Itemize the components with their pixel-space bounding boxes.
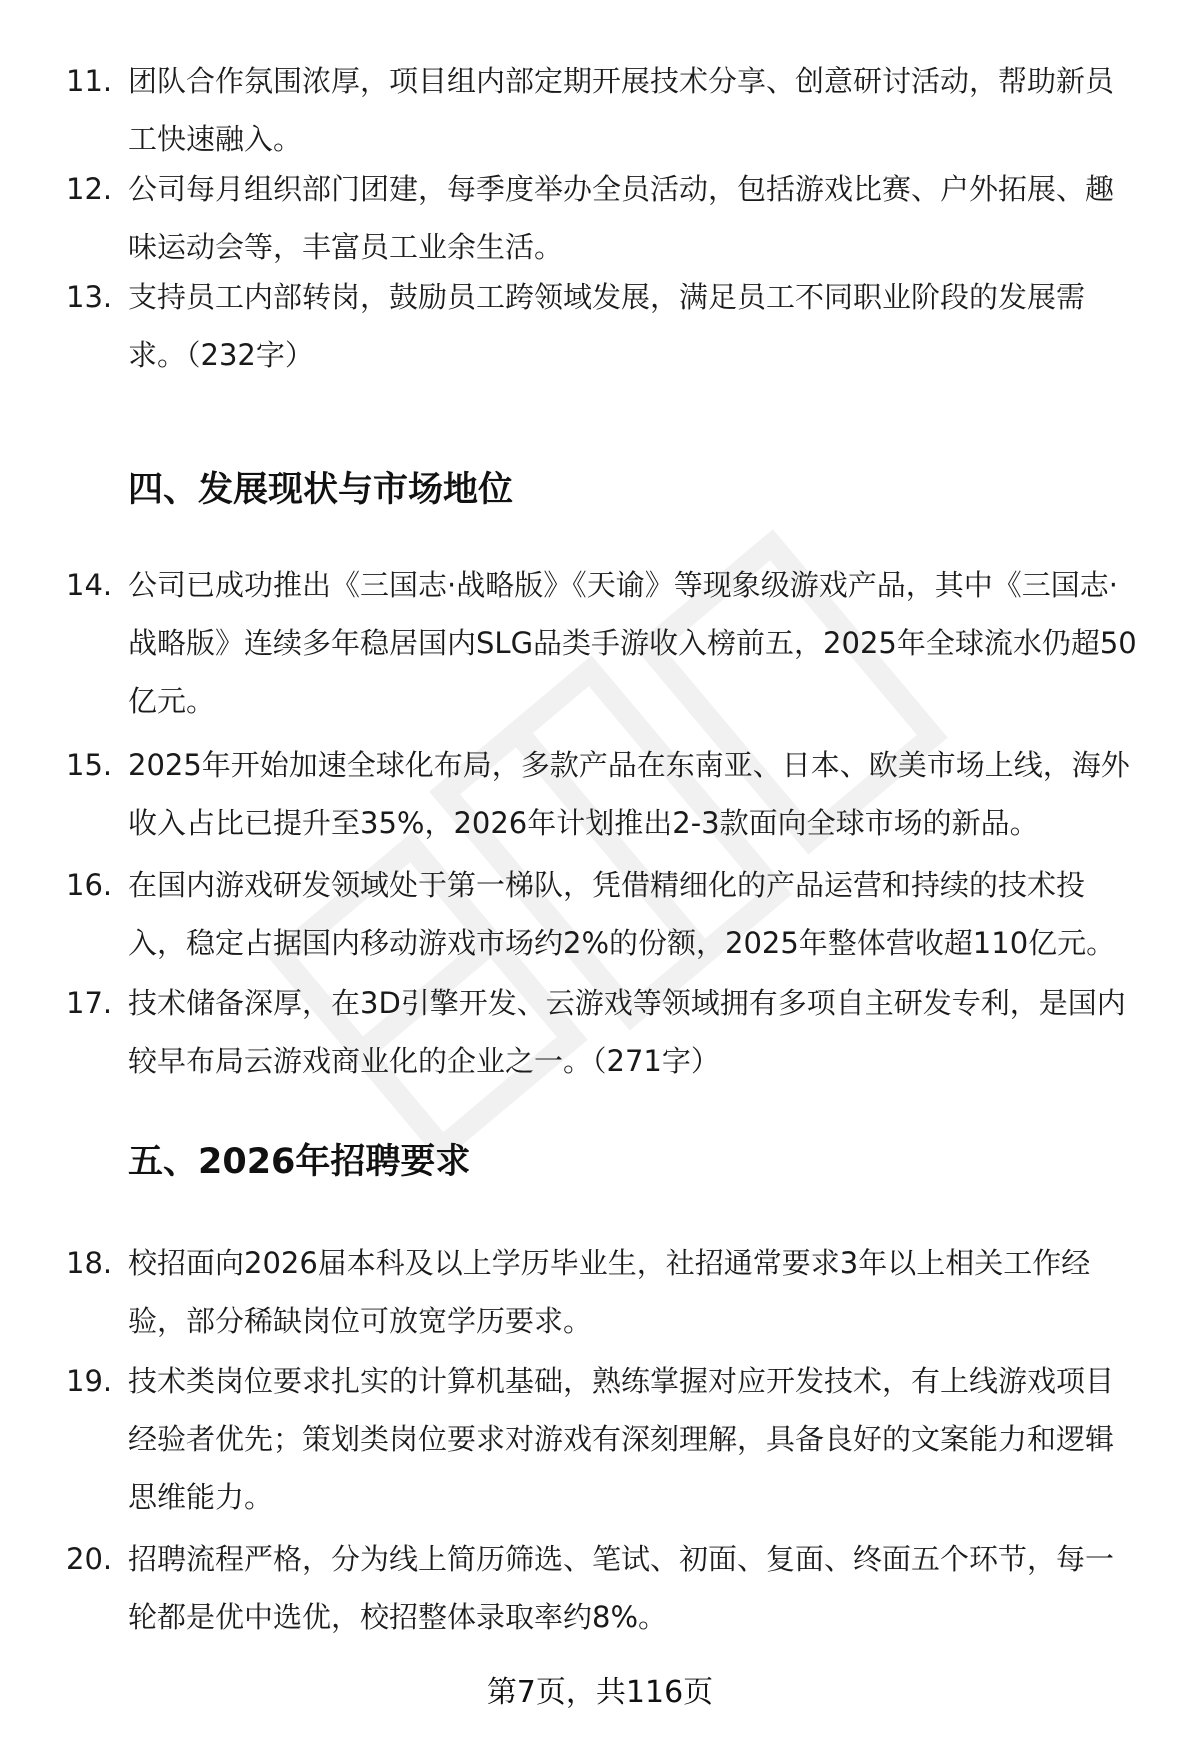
text-line: 轮都是优中选优，校招整体录取率约8%。 <box>128 1600 668 1634</box>
item-number: 11. <box>66 64 113 98</box>
page-number-footer: 第7页，共116页 <box>486 1675 714 1710</box>
item-text <box>128 856 1148 972</box>
item-text <box>128 1530 1148 1646</box>
text-line: 团队合作氛围浓厚，项目组内部定期开展技术分享、创意研讨活动，帮助新员 <box>128 64 1115 98</box>
item-text <box>128 160 1148 276</box>
text-line: 亿元。 <box>128 684 216 718</box>
item-number: 20. <box>66 1542 113 1576</box>
text-line: 验，部分稀缺岗位可放宽学历要求。 <box>128 1304 593 1338</box>
item-text <box>128 1234 1148 1350</box>
item-number: 15. <box>66 748 113 782</box>
item-number: 12. <box>66 172 113 206</box>
item-text <box>128 52 1148 168</box>
text-line: 在国内游戏研发领域处于第一梯队，凭借精细化的产品运营和持续的技术投 <box>128 868 1086 902</box>
text-line: 收入占比已提升至35%，2026年计划推出2-3款面向全球市场的新品。 <box>128 806 1039 840</box>
text-line: 校招面向2026届本科及以上学历毕业生，社招通常要求3年以上相关工作经 <box>128 1246 1091 1280</box>
item-text <box>128 736 1148 852</box>
item-text <box>128 556 1148 730</box>
text-line: 2025年开始加速全球化布局，多款产品在东南亚、日本、欧美市场上线，海外 <box>128 748 1130 782</box>
text-line: 公司每月组织部门团建，每季度举办全员活动，包括游戏比赛、户外拓展、趣 <box>128 172 1115 206</box>
section-heading-4: 四、发展现状与市场地位 <box>128 470 514 510</box>
text-line: 思维能力。 <box>128 1480 274 1514</box>
item-text <box>128 268 1148 384</box>
text-line: 技术类岗位要求扎实的计算机基础，熟练掌握对应开发技术，有上线游戏项目 <box>128 1364 1115 1398</box>
item-text <box>128 1352 1148 1526</box>
item-text <box>128 974 1148 1090</box>
item-number: 13. <box>66 280 113 314</box>
item-number: 19. <box>66 1364 113 1398</box>
item-number: 17. <box>66 986 113 1020</box>
text-line: 公司已成功推出《三国志·战略版》《天谕》等现象级游戏产品，其中《三国志· <box>128 568 1118 602</box>
item-number: 18. <box>66 1246 113 1280</box>
text-line: 招聘流程严格，分为线上简历筛选、笔试、初面、复面、终面五个环节，每一 <box>128 1542 1115 1576</box>
text-line: 工快速融入。 <box>128 122 303 156</box>
text-line: 技术储备深厚，在3D引擎开发、云游戏等领域拥有多项自主研发专利，是国内 <box>128 986 1126 1020</box>
section-heading-5: 五、2026年招聘要求 <box>128 1142 471 1182</box>
text-line: 战略版》连续多年稳居国内SLG品类手游收入榜前五，2025年全球流水仍超50 <box>128 626 1137 660</box>
text-line: 较早布局云游戏商业化的企业之一。（271字） <box>128 1044 720 1078</box>
text-line: 入，稳定占据国内移动游戏市场约2%的份额，2025年整体营收超110亿元。 <box>128 926 1116 960</box>
text-line: 求。（232字） <box>128 338 314 372</box>
text-line: 支持员工内部转岗，鼓励员工跨领域发展，满足员工不同职业阶段的发展需 <box>128 280 1086 314</box>
item-number: 16. <box>66 868 113 902</box>
text-line: 味运动会等，丰富员工业余生活。 <box>128 230 564 264</box>
text-line: 经验者优先；策划类岗位要求对游戏有深刻理解，具备良好的文案能力和逻辑 <box>128 1422 1115 1456</box>
item-number: 14. <box>66 568 113 602</box>
